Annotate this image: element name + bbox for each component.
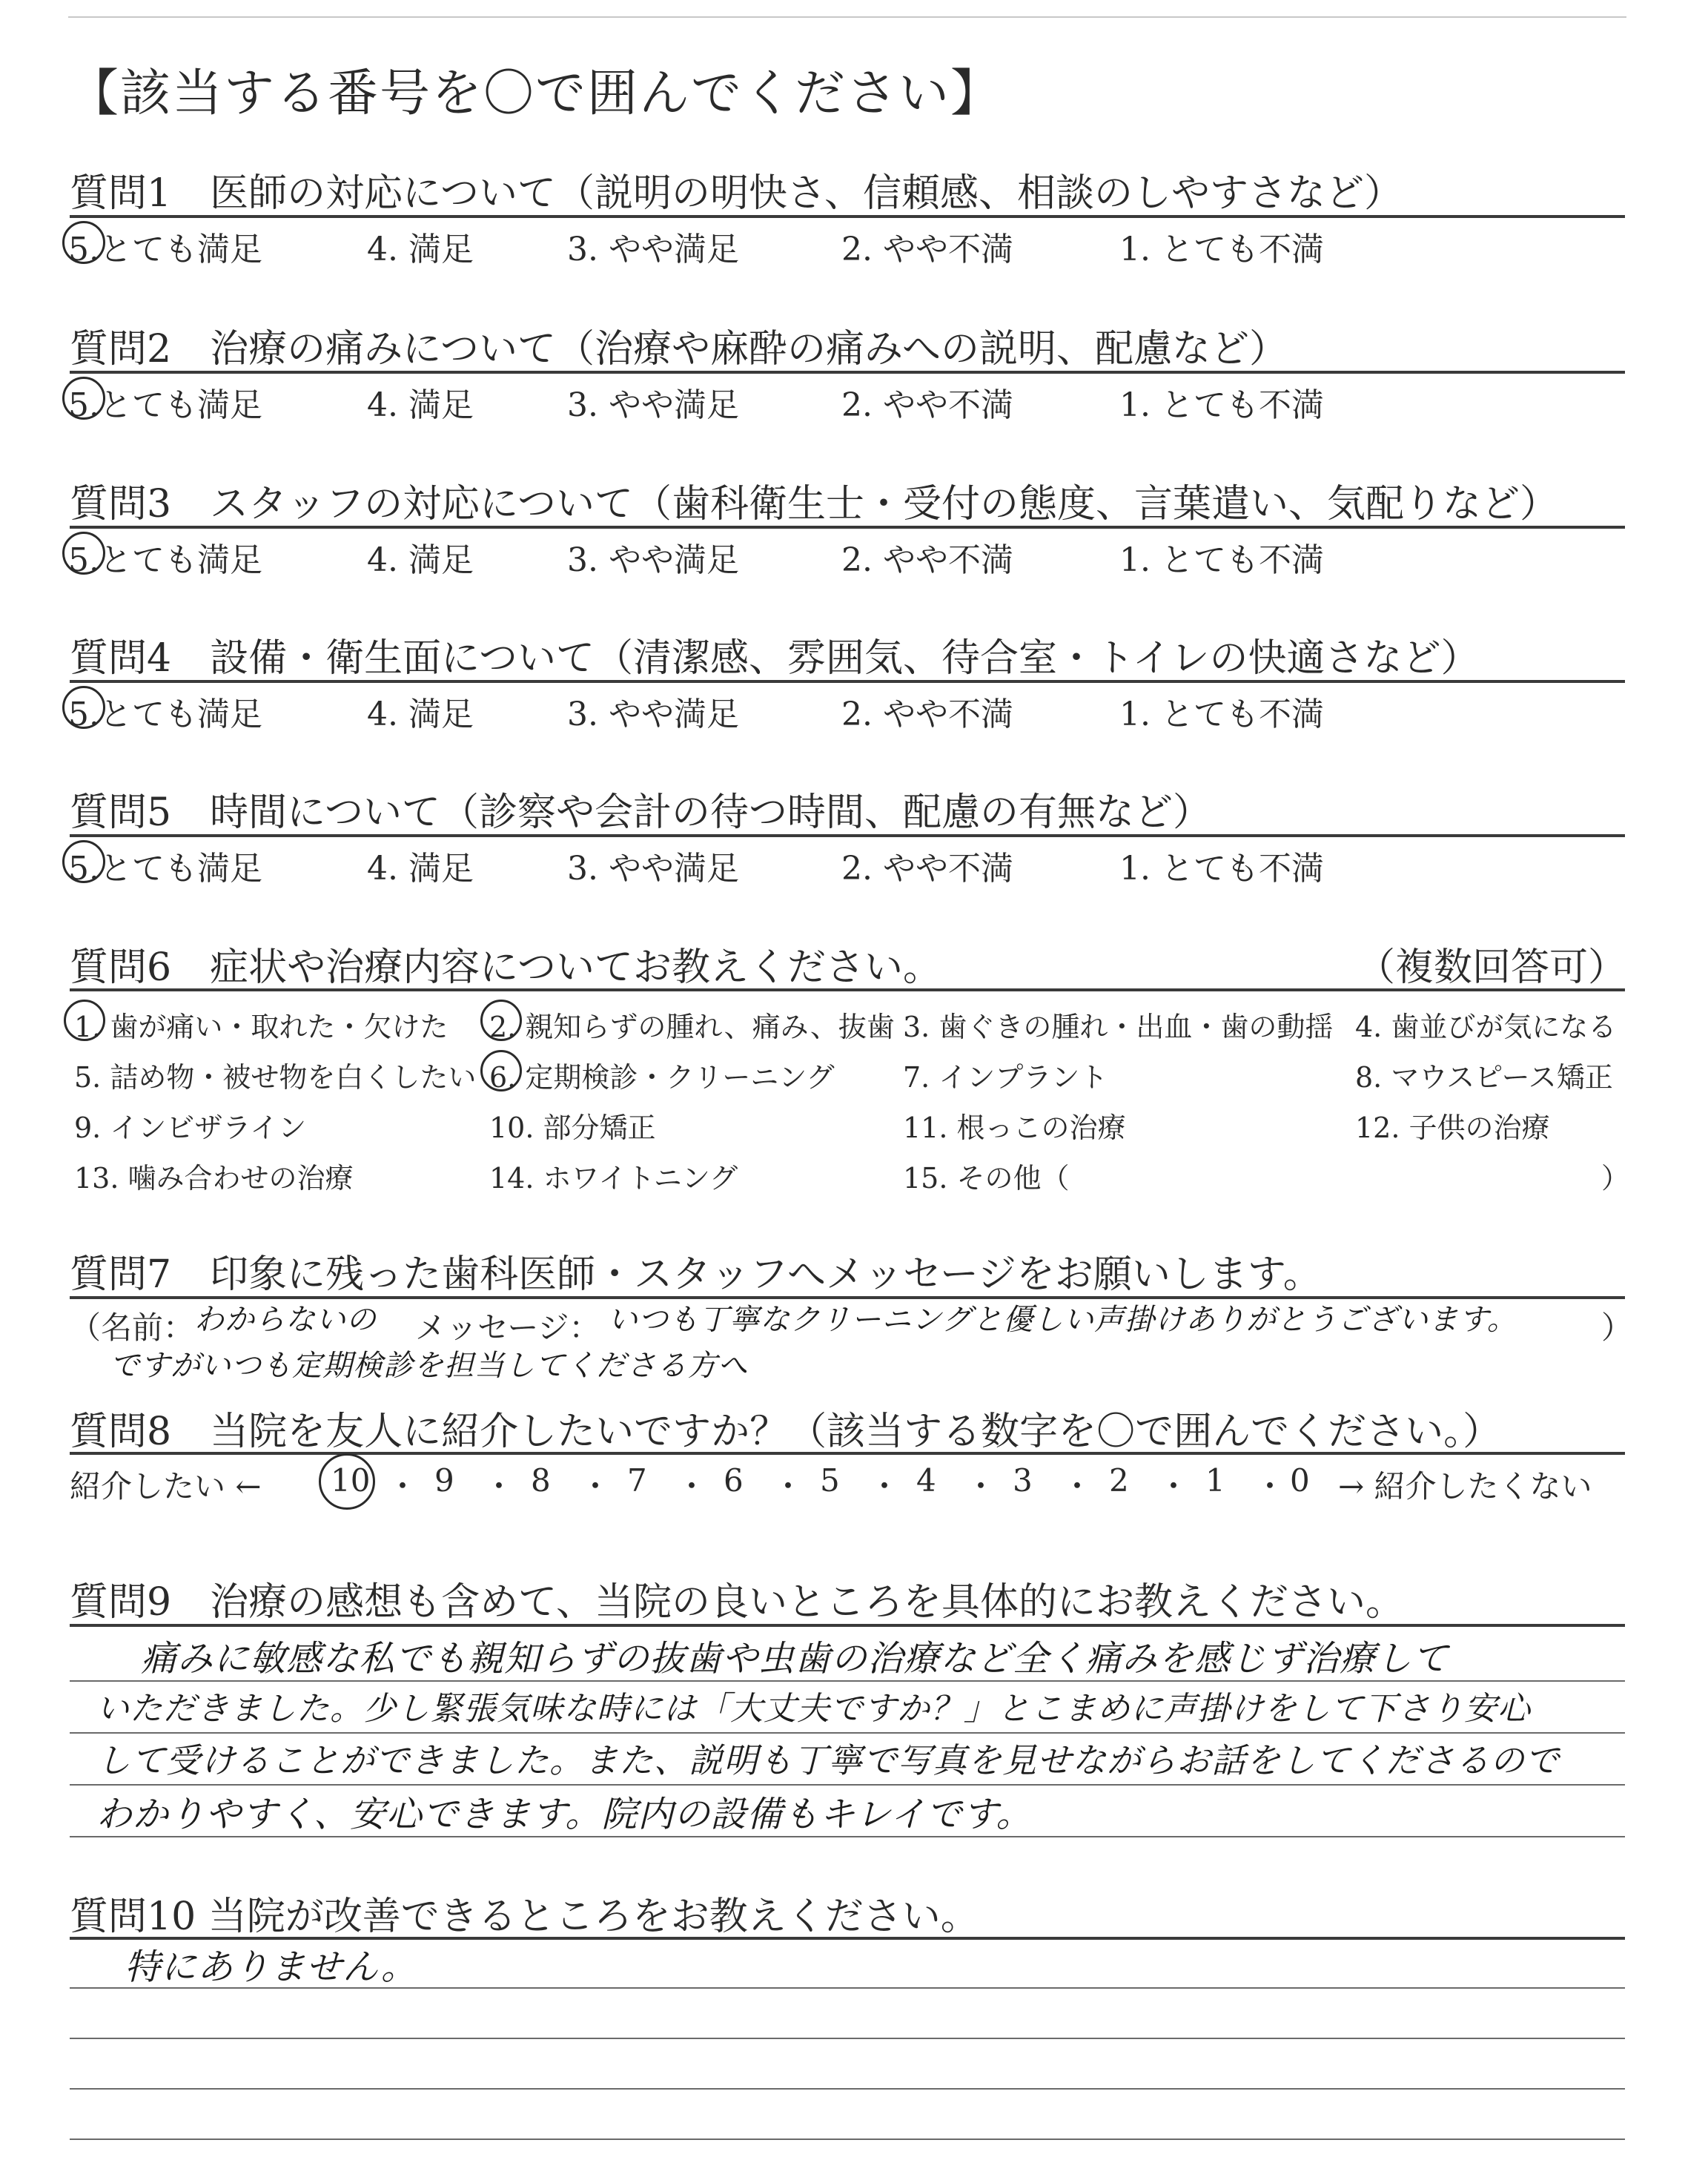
- question-1-rule: [70, 215, 1625, 218]
- option-2[interactable]: 2. やや不満: [841, 850, 1013, 888]
- question-1-title: 質問1 医師の対応について（説明の明快さ、信頼感、相談のしやすさなど）: [70, 171, 1403, 216]
- q8-scale-3[interactable]: 3: [1013, 1462, 1033, 1499]
- option-5[interactable]: 5.とても満足: [68, 386, 262, 424]
- question-8-title: 質問8 当院を友人に紹介したいですか？（該当する数字を〇で囲んでください。）: [70, 1410, 1502, 1454]
- option-1[interactable]: 1. とても不満: [1119, 541, 1324, 579]
- q10-line-4: [70, 2138, 1625, 2140]
- option-3[interactable]: 3. やや満足: [567, 541, 739, 579]
- instruction-header: 【該当する番号を〇で囲んでください】: [68, 65, 1003, 123]
- q8-scale-10[interactable]: 10: [331, 1462, 371, 1499]
- question-5-title: 質問5 時間について（診察や会計の待つ時間、配慮の有無など）: [70, 790, 1212, 835]
- question-7-title: 質問7 印象に残った歯科医師・スタッフへメッセージをお願いします。: [70, 1252, 1322, 1297]
- q10-answer: 特にありません。: [125, 1946, 417, 1988]
- q9-answer-line-1: 痛みに敏感な私でも親知らずの抜歯や虫歯の治療など全く痛みを感じず治療して: [141, 1638, 1449, 1680]
- question-5-rule: [70, 834, 1625, 837]
- question-3-title: 質問3 スタッフの対応について（歯科衛生士・受付の態度、言葉遣い、気配りなど）: [70, 482, 1559, 526]
- option-2[interactable]: 2. やや不満: [841, 386, 1013, 424]
- q9-answer-line-4: わかりやすく、安心できます。院内の設備もキレイです。: [96, 1794, 1033, 1835]
- q8-scale-1[interactable]: 1: [1205, 1462, 1225, 1499]
- q6-option-2[interactable]: 2. 親知らずの腫れ、痛み、抜歯: [489, 1011, 895, 1043]
- option-4[interactable]: 4. 満足: [367, 386, 474, 424]
- q10-line-2: [70, 2038, 1625, 2039]
- q6-option-9[interactable]: 9. インビザライン: [74, 1112, 307, 1144]
- q8-sep: ・: [676, 1468, 708, 1505]
- option-3[interactable]: 3. やや満足: [567, 696, 739, 733]
- q6-option-13[interactable]: 13. 噛み合わせの治療: [74, 1162, 354, 1195]
- question-6-rule: [70, 988, 1625, 991]
- q8-sep: ・: [483, 1468, 515, 1505]
- q8-sep: ・: [772, 1468, 804, 1505]
- q8-sep: ・: [580, 1468, 612, 1505]
- option-4[interactable]: 4. 満足: [367, 541, 474, 579]
- q8-scale-5[interactable]: 5: [820, 1462, 840, 1499]
- q8-sep: ・: [1254, 1468, 1286, 1505]
- top-edge-line: [68, 16, 1626, 18]
- q7-name-label: （名前：: [70, 1309, 195, 1346]
- question-8-rule: [70, 1452, 1625, 1455]
- option-4[interactable]: 4. 満足: [367, 696, 474, 733]
- question-9-rule: [70, 1624, 1625, 1627]
- q6-option-5[interactable]: 5. 詰め物・被せ物を白くしたい: [74, 1061, 477, 1094]
- q8-sep: ・: [387, 1468, 419, 1505]
- q6-option-8[interactable]: 8. マウスピース矯正: [1355, 1061, 1613, 1094]
- question-3-rule: [70, 526, 1625, 529]
- q6-option-1[interactable]: 1. 歯が痛い・取れた・欠けた: [74, 1011, 448, 1043]
- option-4[interactable]: 4. 満足: [367, 850, 474, 888]
- question-10-title: 質問10 当院が改善できるところをお教えください。: [70, 1895, 979, 1939]
- q10-line-3: [70, 2088, 1625, 2090]
- option-5[interactable]: 5.とても満足: [68, 231, 262, 268]
- q6-option-14[interactable]: 14. ホワイトニング: [489, 1162, 738, 1195]
- option-5[interactable]: 5.とても満足: [68, 850, 262, 888]
- q8-sep: ・: [1158, 1468, 1190, 1505]
- question-9-title: 質問9 治療の感想も含めて、当院の良いところを具体的にお教えください。: [70, 1580, 1405, 1625]
- q8-scale-9[interactable]: 9: [434, 1462, 454, 1499]
- q6-option-15-close: ）: [1601, 1162, 1630, 1195]
- option-3[interactable]: 3. やや満足: [567, 850, 739, 888]
- option-3[interactable]: 3. やや満足: [567, 231, 739, 268]
- option-4[interactable]: 4. 満足: [367, 231, 474, 268]
- q6-option-12[interactable]: 12. 子供の治療: [1355, 1112, 1550, 1144]
- q8-left-label: 紹介したい ←: [70, 1468, 262, 1505]
- q6-option-3[interactable]: 3. 歯ぐきの腫れ・出血・歯の動揺: [903, 1011, 1334, 1043]
- q7-close-paren: ）: [1601, 1309, 1633, 1346]
- option-1[interactable]: 1. とても不満: [1119, 231, 1324, 268]
- q6-option-6[interactable]: 6. 定期検診・クリーニング: [489, 1061, 835, 1094]
- q8-right-label: → 紹介したくない: [1338, 1468, 1592, 1505]
- q8-scale-2[interactable]: 2: [1109, 1462, 1129, 1499]
- q8-scale-4[interactable]: 4: [916, 1462, 936, 1499]
- option-2[interactable]: 2. やや不満: [841, 541, 1013, 579]
- option-3[interactable]: 3. やや満足: [567, 386, 739, 424]
- q8-scale-0[interactable]: 0: [1290, 1462, 1310, 1499]
- option-1[interactable]: 1. とても不満: [1119, 850, 1324, 888]
- q8-scale-6[interactable]: 6: [724, 1462, 744, 1499]
- question-6-title: 質問6 症状や治療内容についてお教えください。: [70, 945, 942, 990]
- question-6-note: （複数回答可）: [1357, 945, 1627, 990]
- q8-sep: ・: [965, 1468, 997, 1505]
- q6-option-4[interactable]: 4. 歯並びが気になる: [1355, 1011, 1617, 1043]
- q6-option-11[interactable]: 11. 根っこの治療: [903, 1112, 1126, 1144]
- q9-line-4: [70, 1836, 1625, 1837]
- question-4-rule: [70, 680, 1625, 683]
- q7-message-handwritten-line1: いつも丁寧なクリーニングと優しい声掛けありがとうございます。: [608, 1303, 1517, 1337]
- q6-option-15[interactable]: 15. その他（: [903, 1162, 1070, 1195]
- q8-scale-7[interactable]: 7: [627, 1462, 647, 1499]
- q10-line-1: [70, 1987, 1625, 1989]
- q8-scale-8[interactable]: 8: [531, 1462, 551, 1499]
- question-2-rule: [70, 371, 1625, 374]
- option-5[interactable]: 5.とても満足: [68, 541, 262, 579]
- q6-option-10[interactable]: 10. 部分矯正: [489, 1112, 656, 1144]
- option-5[interactable]: 5.とても満足: [68, 696, 262, 733]
- option-2[interactable]: 2. やや不満: [841, 696, 1013, 733]
- q7-message-handwritten-line2: ですがいつも定期検診を担当してくださる方へ: [110, 1349, 748, 1383]
- q6-option-7[interactable]: 7. インプラント: [903, 1061, 1108, 1094]
- option-1[interactable]: 1. とても不満: [1119, 386, 1324, 424]
- q9-answer-line-2: いただきました。少し緊張気味な時には「大丈夫ですか？」とこまめに声掛けをして下さり安心: [96, 1690, 1531, 1728]
- q7-name-handwritten: わからないの: [194, 1303, 377, 1337]
- option-2[interactable]: 2. やや不満: [841, 231, 1013, 268]
- q8-sep: ・: [869, 1468, 901, 1505]
- question-4-title: 質問4 設備・衛生面について（清潔感、雰囲気、待合室・トイレの快適さなど）: [70, 636, 1480, 681]
- q8-sep: ・: [1062, 1468, 1093, 1505]
- q9-answer-line-3: して受けることができました。また、説明も丁寧で写真を見せながらお話をしてくださるので: [96, 1740, 1560, 1780]
- q7-message-label: メッセージ：: [415, 1309, 600, 1346]
- question-2-title: 質問2 治療の痛みについて（治療や麻酔の痛みへの説明、配慮など）: [70, 327, 1288, 371]
- option-1[interactable]: 1. とても不満: [1119, 696, 1324, 733]
